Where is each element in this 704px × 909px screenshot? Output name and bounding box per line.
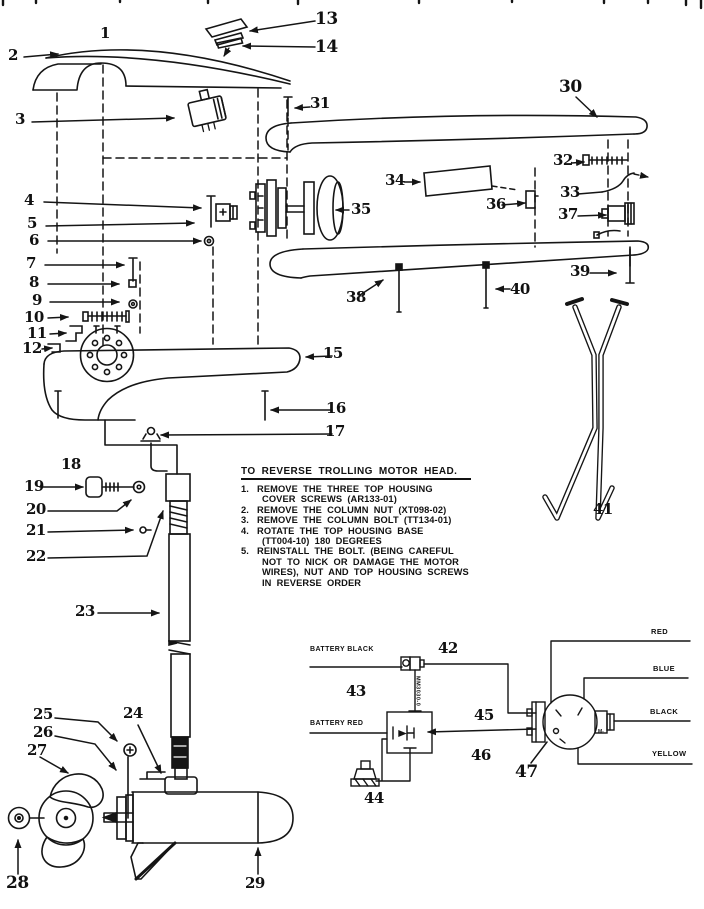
callout-26: 26 [33,723,53,741]
instruction-step: 5. REINSTALL THE BOLT. (BEING CAREFUL NOT TO NICK OR DAMAGE THE MOTOR WIRES), NUT AND TOP HOUSING SCREWS IN REVERSE ORDER [241,546,469,588]
callout-43: 43 [346,682,366,700]
leader-lines [18,21,616,874]
relay-part-number: MM3030-0 [414,676,421,707]
lever-parts-13-14 [206,19,247,56]
callout-38: 38 [346,288,366,306]
callout-36: 36 [486,195,506,213]
callout-46: 46 [471,746,491,764]
wiring-diagram [310,641,692,786]
callout-29: 29 [245,874,265,892]
battery-red-label: BATTERY RED [310,720,364,727]
callout-3: 3 [15,110,25,128]
cropped-top-marks [3,0,701,8]
instruction-step: 1. REMOVE THE THREE TOP HOUSING COVER SCREWS (AR133-01) [241,484,433,505]
battery-black-label: BATTERY BLACK [310,646,374,653]
callout-15: 15 [323,344,343,362]
callout-11: 11 [27,324,47,342]
callout-41: 41 [593,500,613,518]
callout-24: 24 [123,704,143,722]
callout-5: 5 [27,214,37,232]
callout-8: 8 [29,273,39,291]
motor-terminal-label: M- [598,729,604,735]
top-housing-cover [33,50,290,90]
switch-block-part-3 [186,87,228,134]
instruction-step: 4. ROTATE THE TOP HOUSING BASE (TT004-10) 180 DEGREES [241,525,424,547]
callout-40: 40 [510,280,530,298]
parts-4-5-6 [205,196,238,246]
wire-label-yellow: YELLOW [652,749,687,758]
column-top-parts [86,474,190,533]
wire-label-red: RED [651,627,669,636]
wire-label-blue: BLUE [653,664,676,673]
callout-28: 28 [6,873,29,893]
callout-20: 20 [26,500,46,518]
callout-7: 7 [26,254,36,272]
motor-assembly-35 [250,176,343,240]
callout-31: 31 [310,94,330,112]
callout-16: 16 [326,399,346,417]
top-housing-base [44,348,300,474]
callout-9: 9 [32,291,42,309]
callout-13: 13 [315,9,338,29]
callout-22: 22 [26,547,46,565]
callout-33: 33 [560,183,580,201]
callout-18: 18 [61,455,81,473]
callout-34: 34 [385,171,405,189]
callout-17: 17 [325,422,345,440]
housing-cover-30 [266,115,647,152]
callout-42: 42 [438,639,458,657]
callout-19: 19 [24,477,44,495]
wire-label-black: BLACK [650,707,679,716]
column-shaft [140,501,197,794]
callout-14: 14 [315,37,338,57]
callout-30: 30 [559,77,582,97]
instruction-step: 3. REMOVE THE COLUMN BOLT (TT134-01) [241,515,452,526]
callout-1: 1 [100,24,110,42]
instruction-step: 2. REMOVE THE COLUMN NUT (XT098-02) [241,504,447,515]
callout-27: 27 [27,741,47,759]
callout-2: 2 [8,46,18,64]
callout-4: 4 [24,191,34,209]
callout-6: 6 [29,231,39,249]
lower-motor-unit [117,792,293,879]
rotation-plate [81,326,134,382]
instructions-title: TO REVERSE TROLLING MOTOR HEAD. [241,466,471,480]
callout-44: 44 [364,789,384,807]
callout-21: 21 [26,521,46,539]
callout-37: 37 [558,205,578,223]
callout-10: 10 [24,308,44,326]
callout-12: 12 [22,339,42,357]
callout-32: 32 [553,151,573,169]
callout-47: 47 [515,762,538,782]
callout-25: 25 [33,705,53,723]
parts-7-12 [48,258,137,352]
callout-23: 23 [75,602,95,620]
callout-35: 35 [351,200,371,218]
callout-39: 39 [570,262,590,280]
callout-45: 45 [474,706,494,724]
instructions-block [241,461,573,588]
